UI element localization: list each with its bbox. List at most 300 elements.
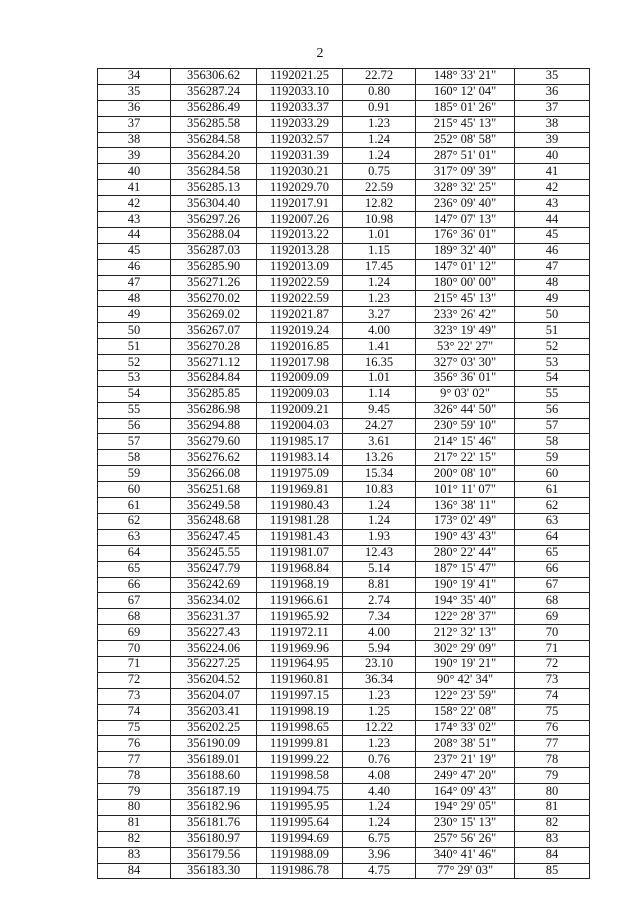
bearing-cell: 215° 45' 13" — [416, 116, 515, 132]
y-coordinate-cell: 1191965.92 — [257, 609, 343, 625]
x-coordinate-cell: 356188.60 — [171, 768, 257, 784]
next-point-number-cell: 54 — [515, 370, 590, 386]
x-coordinate-cell: 356288.04 — [171, 227, 257, 243]
x-coordinate-cell: 356266.08 — [171, 466, 257, 482]
table-row — [98, 259, 590, 275]
x-coordinate-cell: 356204.52 — [171, 672, 257, 688]
next-point-number-cell: 78 — [515, 752, 590, 768]
bearing-cell: 356° 36' 01" — [416, 370, 515, 386]
distance-cell: 10.83 — [343, 482, 416, 498]
bearing-cell: 230° 15' 13" — [416, 815, 515, 831]
distance-cell: 10.98 — [343, 212, 416, 228]
bearing-cell: 189° 32' 40" — [416, 243, 515, 259]
distance-cell: 1.24 — [343, 498, 416, 514]
x-coordinate-cell: 356187.19 — [171, 784, 257, 800]
y-coordinate-cell: 1192004.03 — [257, 418, 343, 434]
point-number-cell: 54 — [98, 386, 171, 402]
point-number-cell: 36 — [98, 100, 171, 116]
point-number-cell: 49 — [98, 307, 171, 323]
distance-cell: 0.76 — [343, 752, 416, 768]
bearing-cell: 200° 08' 10" — [416, 466, 515, 482]
next-point-number-cell: 37 — [515, 100, 590, 116]
bearing-cell: 280° 22' 44" — [416, 545, 515, 561]
distance-cell: 22.72 — [343, 69, 416, 85]
y-coordinate-cell: 1192017.91 — [257, 196, 343, 212]
bearing-cell: 122° 23' 59" — [416, 688, 515, 704]
distance-cell: 4.75 — [343, 863, 416, 879]
point-number-cell: 69 — [98, 625, 171, 641]
table-row — [98, 672, 590, 688]
x-coordinate-cell: 356271.12 — [171, 355, 257, 371]
point-number-cell: 80 — [98, 799, 171, 815]
x-coordinate-cell: 356286.49 — [171, 100, 257, 116]
y-coordinate-cell: 1192009.09 — [257, 370, 343, 386]
bearing-cell: 328° 32' 25" — [416, 180, 515, 196]
x-coordinate-cell: 356287.24 — [171, 84, 257, 100]
coordinates-table — [97, 68, 590, 879]
next-point-number-cell: 44 — [515, 212, 590, 228]
next-point-number-cell: 85 — [515, 863, 590, 879]
y-coordinate-cell: 1191983.14 — [257, 450, 343, 466]
point-number-cell: 84 — [98, 863, 171, 879]
x-coordinate-cell: 356189.01 — [171, 752, 257, 768]
y-coordinate-cell: 1191999.81 — [257, 736, 343, 752]
bearing-cell: 236° 09' 40" — [416, 196, 515, 212]
point-number-cell: 81 — [98, 815, 171, 831]
point-number-cell: 62 — [98, 513, 171, 529]
distance-cell: 1.25 — [343, 704, 416, 720]
point-number-cell: 61 — [98, 498, 171, 514]
distance-cell: 12.82 — [343, 196, 416, 212]
next-point-number-cell: 81 — [515, 799, 590, 815]
x-coordinate-cell: 356284.20 — [171, 148, 257, 164]
y-coordinate-cell: 1191972.11 — [257, 625, 343, 641]
table-row — [98, 291, 590, 307]
distance-cell: 1.23 — [343, 116, 416, 132]
x-coordinate-cell: 356286.98 — [171, 402, 257, 418]
distance-cell: 1.01 — [343, 370, 416, 386]
point-number-cell: 44 — [98, 227, 171, 243]
distance-cell: 15.34 — [343, 466, 416, 482]
distance-cell: 1.24 — [343, 275, 416, 291]
x-coordinate-cell: 356294.88 — [171, 418, 257, 434]
table-row — [98, 641, 590, 657]
x-coordinate-cell: 356180.97 — [171, 831, 257, 847]
table-row — [98, 593, 590, 609]
point-number-cell: 58 — [98, 450, 171, 466]
point-number-cell: 43 — [98, 212, 171, 228]
x-coordinate-cell: 356269.02 — [171, 307, 257, 323]
bearing-cell: 187° 15' 47" — [416, 561, 515, 577]
table-row — [98, 561, 590, 577]
point-number-cell: 39 — [98, 148, 171, 164]
point-number-cell: 46 — [98, 259, 171, 275]
next-point-number-cell: 70 — [515, 625, 590, 641]
y-coordinate-cell: 1192033.29 — [257, 116, 343, 132]
distance-cell: 12.43 — [343, 545, 416, 561]
next-point-number-cell: 46 — [515, 243, 590, 259]
table-row — [98, 386, 590, 402]
point-number-cell: 34 — [98, 69, 171, 85]
point-number-cell: 64 — [98, 545, 171, 561]
y-coordinate-cell: 1192013.09 — [257, 259, 343, 275]
distance-cell: 24.27 — [343, 418, 416, 434]
table-row — [98, 132, 590, 148]
next-point-number-cell: 43 — [515, 196, 590, 212]
next-point-number-cell: 65 — [515, 545, 590, 561]
bearing-cell: 176° 36' 01" — [416, 227, 515, 243]
table-row — [98, 418, 590, 434]
y-coordinate-cell: 1192030.21 — [257, 164, 343, 180]
distance-cell: 0.91 — [343, 100, 416, 116]
next-point-number-cell: 72 — [515, 656, 590, 672]
table-row — [98, 370, 590, 386]
bearing-cell: 180° 00' 00" — [416, 275, 515, 291]
bearing-cell: 122° 28' 37" — [416, 609, 515, 625]
distance-cell: 8.81 — [343, 577, 416, 593]
y-coordinate-cell: 1191994.75 — [257, 784, 343, 800]
point-number-cell: 35 — [98, 84, 171, 100]
bearing-cell: 147° 01' 12" — [416, 259, 515, 275]
bearing-cell: 237° 21' 19" — [416, 752, 515, 768]
table-row — [98, 307, 590, 323]
x-coordinate-cell: 356247.79 — [171, 561, 257, 577]
y-coordinate-cell: 1192032.57 — [257, 132, 343, 148]
table-row — [98, 180, 590, 196]
x-coordinate-cell: 356276.62 — [171, 450, 257, 466]
x-coordinate-cell: 356224.06 — [171, 641, 257, 657]
bearing-cell: 173° 02' 49" — [416, 513, 515, 529]
table-row — [98, 768, 590, 784]
bearing-cell: 326° 44' 50" — [416, 402, 515, 418]
y-coordinate-cell: 1191985.17 — [257, 434, 343, 450]
y-coordinate-cell: 1192021.25 — [257, 69, 343, 85]
distance-cell: 3.96 — [343, 847, 416, 863]
x-coordinate-cell: 356287.03 — [171, 243, 257, 259]
point-number-cell: 47 — [98, 275, 171, 291]
point-number-cell: 79 — [98, 784, 171, 800]
table-row — [98, 243, 590, 259]
bearing-cell: 53° 22' 27" — [416, 339, 515, 355]
next-point-number-cell: 62 — [515, 498, 590, 514]
distance-cell: 1.93 — [343, 529, 416, 545]
next-point-number-cell: 83 — [515, 831, 590, 847]
y-coordinate-cell: 1191988.09 — [257, 847, 343, 863]
x-coordinate-cell: 356202.25 — [171, 720, 257, 736]
bearing-cell: 340° 41' 46" — [416, 847, 515, 863]
next-point-number-cell: 47 — [515, 259, 590, 275]
x-coordinate-cell: 356284.84 — [171, 370, 257, 386]
table-row — [98, 355, 590, 371]
distance-cell: 1.24 — [343, 815, 416, 831]
next-point-number-cell: 66 — [515, 561, 590, 577]
distance-cell: 23.10 — [343, 656, 416, 672]
point-number-cell: 48 — [98, 291, 171, 307]
table-row — [98, 227, 590, 243]
y-coordinate-cell: 1191995.95 — [257, 799, 343, 815]
x-coordinate-cell: 356279.60 — [171, 434, 257, 450]
y-coordinate-cell: 1191998.58 — [257, 768, 343, 784]
x-coordinate-cell: 356285.85 — [171, 386, 257, 402]
bearing-cell: 90° 42' 34" — [416, 672, 515, 688]
point-number-cell: 57 — [98, 434, 171, 450]
point-number-cell: 75 — [98, 720, 171, 736]
x-coordinate-cell: 356251.68 — [171, 482, 257, 498]
point-number-cell: 51 — [98, 339, 171, 355]
y-coordinate-cell: 1192033.37 — [257, 100, 343, 116]
distance-cell: 1.24 — [343, 132, 416, 148]
bearing-cell: 136° 38' 11" — [416, 498, 515, 514]
next-point-number-cell: 40 — [515, 148, 590, 164]
x-coordinate-cell: 356297.26 — [171, 212, 257, 228]
distance-cell: 1.01 — [343, 227, 416, 243]
next-point-number-cell: 48 — [515, 275, 590, 291]
table-row — [98, 799, 590, 815]
bearing-cell: 327° 03' 30" — [416, 355, 515, 371]
y-coordinate-cell: 1192022.59 — [257, 275, 343, 291]
x-coordinate-cell: 356181.76 — [171, 815, 257, 831]
x-coordinate-cell: 356231.37 — [171, 609, 257, 625]
table-row — [98, 815, 590, 831]
distance-cell: 17.45 — [343, 259, 416, 275]
next-point-number-cell: 41 — [515, 164, 590, 180]
table-row — [98, 498, 590, 514]
point-number-cell: 65 — [98, 561, 171, 577]
y-coordinate-cell: 1191998.19 — [257, 704, 343, 720]
distance-cell: 6.75 — [343, 831, 416, 847]
distance-cell: 4.00 — [343, 323, 416, 339]
next-point-number-cell: 57 — [515, 418, 590, 434]
point-number-cell: 77 — [98, 752, 171, 768]
point-number-cell: 55 — [98, 402, 171, 418]
table-row — [98, 402, 590, 418]
distance-cell: 4.08 — [343, 768, 416, 784]
y-coordinate-cell: 1191964.95 — [257, 656, 343, 672]
next-point-number-cell: 59 — [515, 450, 590, 466]
bearing-cell: 147° 07' 13" — [416, 212, 515, 228]
x-coordinate-cell: 356190.09 — [171, 736, 257, 752]
y-coordinate-cell: 1191969.81 — [257, 482, 343, 498]
y-coordinate-cell: 1192033.10 — [257, 84, 343, 100]
table-row — [98, 482, 590, 498]
distance-cell: 1.24 — [343, 513, 416, 529]
x-coordinate-cell: 356234.02 — [171, 593, 257, 609]
point-number-cell: 73 — [98, 688, 171, 704]
distance-cell: 1.14 — [343, 386, 416, 402]
y-coordinate-cell: 1192009.21 — [257, 402, 343, 418]
table-row — [98, 529, 590, 545]
next-point-number-cell: 56 — [515, 402, 590, 418]
x-coordinate-cell: 356249.58 — [171, 498, 257, 514]
point-number-cell: 67 — [98, 593, 171, 609]
table-row — [98, 148, 590, 164]
next-point-number-cell: 76 — [515, 720, 590, 736]
point-number-cell: 42 — [98, 196, 171, 212]
x-coordinate-cell: 356204.07 — [171, 688, 257, 704]
x-coordinate-cell: 356227.25 — [171, 656, 257, 672]
y-coordinate-cell: 1192013.22 — [257, 227, 343, 243]
y-coordinate-cell: 1192031.39 — [257, 148, 343, 164]
table-row — [98, 69, 590, 85]
distance-cell: 7.34 — [343, 609, 416, 625]
point-number-cell: 40 — [98, 164, 171, 180]
bearing-cell: 185° 01' 26" — [416, 100, 515, 116]
table-row — [98, 625, 590, 641]
x-coordinate-cell: 356203.41 — [171, 704, 257, 720]
y-coordinate-cell: 1191975.09 — [257, 466, 343, 482]
x-coordinate-cell: 356227.43 — [171, 625, 257, 641]
distance-cell: 0.75 — [343, 164, 416, 180]
point-number-cell: 66 — [98, 577, 171, 593]
table-row — [98, 656, 590, 672]
x-coordinate-cell: 356267.07 — [171, 323, 257, 339]
x-coordinate-cell: 356179.56 — [171, 847, 257, 863]
y-coordinate-cell: 1191998.65 — [257, 720, 343, 736]
y-coordinate-cell: 1192017.98 — [257, 355, 343, 371]
next-point-number-cell: 79 — [515, 768, 590, 784]
point-number-cell: 60 — [98, 482, 171, 498]
bearing-cell: 287° 51' 01" — [416, 148, 515, 164]
x-coordinate-cell: 356306.62 — [171, 69, 257, 85]
bearing-cell: 160° 12' 04" — [416, 84, 515, 100]
next-point-number-cell: 49 — [515, 291, 590, 307]
y-coordinate-cell: 1191968.84 — [257, 561, 343, 577]
table-row — [98, 450, 590, 466]
point-number-cell: 59 — [98, 466, 171, 482]
y-coordinate-cell: 1191980.43 — [257, 498, 343, 514]
x-coordinate-cell: 356270.02 — [171, 291, 257, 307]
y-coordinate-cell: 1192029.70 — [257, 180, 343, 196]
next-point-number-cell: 53 — [515, 355, 590, 371]
next-point-number-cell: 82 — [515, 815, 590, 831]
next-point-number-cell: 51 — [515, 323, 590, 339]
bearing-cell: 257° 56' 26" — [416, 831, 515, 847]
table-row — [98, 116, 590, 132]
bearing-cell: 230° 59' 10" — [416, 418, 515, 434]
distance-cell: 4.40 — [343, 784, 416, 800]
distance-cell: 2.74 — [343, 593, 416, 609]
point-number-cell: 45 — [98, 243, 171, 259]
table-row — [98, 323, 590, 339]
x-coordinate-cell: 356271.26 — [171, 275, 257, 291]
distance-cell: 1.23 — [343, 688, 416, 704]
bearing-cell: 148° 33' 21" — [416, 69, 515, 85]
table-row — [98, 545, 590, 561]
next-point-number-cell: 64 — [515, 529, 590, 545]
y-coordinate-cell: 1191986.78 — [257, 863, 343, 879]
bearing-cell: 252° 08' 58" — [416, 132, 515, 148]
bearing-cell: 215° 45' 13" — [416, 291, 515, 307]
distance-cell: 5.94 — [343, 641, 416, 657]
next-point-number-cell: 69 — [515, 609, 590, 625]
y-coordinate-cell: 1191981.28 — [257, 513, 343, 529]
point-number-cell: 52 — [98, 355, 171, 371]
y-coordinate-cell: 1192009.03 — [257, 386, 343, 402]
next-point-number-cell: 50 — [515, 307, 590, 323]
point-number-cell: 74 — [98, 704, 171, 720]
next-point-number-cell: 80 — [515, 784, 590, 800]
bearing-cell: 194° 35' 40" — [416, 593, 515, 609]
next-point-number-cell: 52 — [515, 339, 590, 355]
y-coordinate-cell: 1191960.81 — [257, 672, 343, 688]
y-coordinate-cell: 1191994.69 — [257, 831, 343, 847]
point-number-cell: 78 — [98, 768, 171, 784]
table-row — [98, 434, 590, 450]
table-row — [98, 784, 590, 800]
table-row — [98, 863, 590, 879]
x-coordinate-cell: 356285.13 — [171, 180, 257, 196]
bearing-cell: 190° 19' 21" — [416, 656, 515, 672]
distance-cell: 1.23 — [343, 291, 416, 307]
distance-cell: 3.61 — [343, 434, 416, 450]
table-row — [98, 164, 590, 180]
point-number-cell: 63 — [98, 529, 171, 545]
point-number-cell: 53 — [98, 370, 171, 386]
distance-cell: 16.35 — [343, 355, 416, 371]
distance-cell: 0.80 — [343, 84, 416, 100]
distance-cell: 12.22 — [343, 720, 416, 736]
next-point-number-cell: 63 — [515, 513, 590, 529]
next-point-number-cell: 60 — [515, 466, 590, 482]
x-coordinate-cell: 356247.45 — [171, 529, 257, 545]
table-row — [98, 196, 590, 212]
next-point-number-cell: 71 — [515, 641, 590, 657]
y-coordinate-cell: 1191999.22 — [257, 752, 343, 768]
table-row — [98, 466, 590, 482]
next-point-number-cell: 61 — [515, 482, 590, 498]
table-row — [98, 577, 590, 593]
table-row — [98, 688, 590, 704]
bearing-cell: 194° 29' 05" — [416, 799, 515, 815]
x-coordinate-cell: 356304.40 — [171, 196, 257, 212]
bearing-cell: 302° 29' 09" — [416, 641, 515, 657]
page-number: 2 — [316, 46, 324, 61]
distance-cell: 1.23 — [343, 736, 416, 752]
distance-cell: 1.24 — [343, 799, 416, 815]
table-row — [98, 84, 590, 100]
point-number-cell: 56 — [98, 418, 171, 434]
next-point-number-cell: 75 — [515, 704, 590, 720]
distance-cell: 3.27 — [343, 307, 416, 323]
table-row — [98, 704, 590, 720]
y-coordinate-cell: 1192013.28 — [257, 243, 343, 259]
x-coordinate-cell: 356285.58 — [171, 116, 257, 132]
next-point-number-cell: 68 — [515, 593, 590, 609]
next-point-number-cell: 67 — [515, 577, 590, 593]
table-row — [98, 736, 590, 752]
bearing-cell: 249° 47' 20" — [416, 768, 515, 784]
bearing-cell: 233° 26' 42" — [416, 307, 515, 323]
next-point-number-cell: 38 — [515, 116, 590, 132]
next-point-number-cell: 39 — [515, 132, 590, 148]
next-point-number-cell: 35 — [515, 69, 590, 85]
point-number-cell: 37 — [98, 116, 171, 132]
point-number-cell: 72 — [98, 672, 171, 688]
next-point-number-cell: 42 — [515, 180, 590, 196]
y-coordinate-cell: 1192021.87 — [257, 307, 343, 323]
bearing-cell: 317° 09' 39" — [416, 164, 515, 180]
point-number-cell: 41 — [98, 180, 171, 196]
y-coordinate-cell: 1191968.19 — [257, 577, 343, 593]
next-point-number-cell: 73 — [515, 672, 590, 688]
x-coordinate-cell: 356284.58 — [171, 164, 257, 180]
table-row — [98, 752, 590, 768]
bearing-cell: 174° 33' 02" — [416, 720, 515, 736]
table-row — [98, 847, 590, 863]
y-coordinate-cell: 1192022.59 — [257, 291, 343, 307]
x-coordinate-cell: 356270.28 — [171, 339, 257, 355]
x-coordinate-cell: 356245.55 — [171, 545, 257, 561]
